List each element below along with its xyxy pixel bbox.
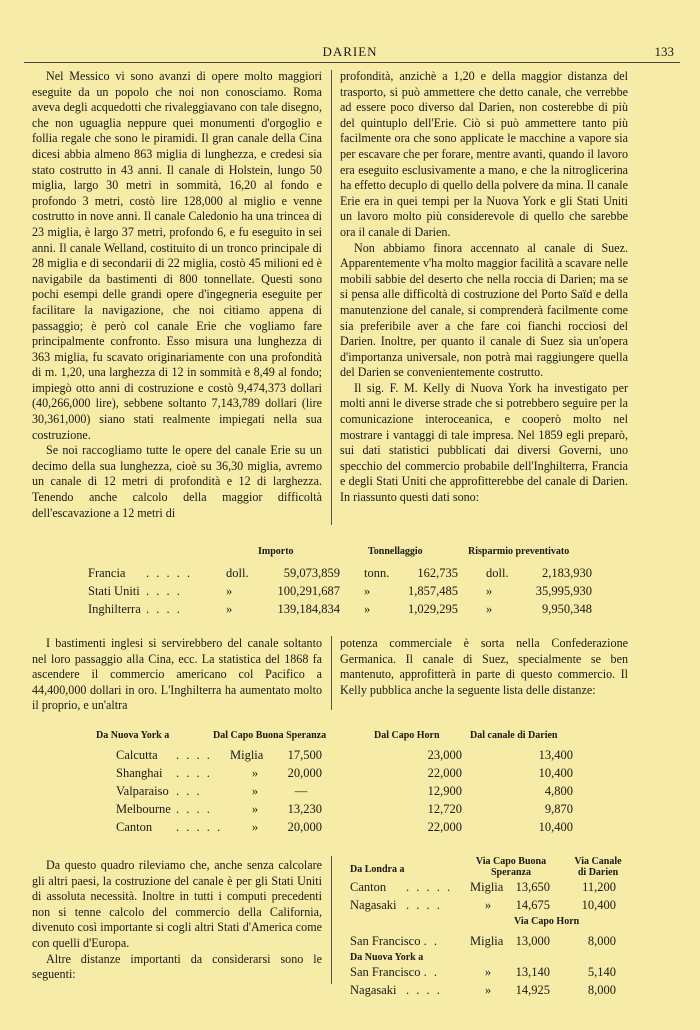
london-table-header-cbs: Via Capo Buona Speranza <box>475 856 547 878</box>
paragraph: Il sig. F. M. Kelly di Nuova York ha investigato per molti anni le diverse strade che si potrebbero seguire per la comunicazione interoceanica, e cooperò molto nel mostrare i vantaggi di tale impresa. Nel 1859 egli preparò, sui dati statistici pubblicati dai diversi Governi, uno specchio del commercio probabile dell'Inghilterra, Francia e degli Stati Uniti che approfitterebbe del canale di Darien. In riassunto questi dati sono: <box>340 380 628 505</box>
place-cell <box>350 965 470 983</box>
page-number: 133 <box>654 44 674 59</box>
capo-horn-cell: 12,720 <box>427 802 462 816</box>
tonnellaggio-cell: 1,857,485 <box>408 584 458 598</box>
mid-right-column <box>340 636 628 698</box>
unit-cell: » <box>226 602 233 616</box>
table-row <box>116 820 573 838</box>
table-row <box>350 898 616 916</box>
leader-dots: . . . . <box>146 584 182 598</box>
capo-buona-speranza-cell: 20,000 <box>287 766 322 780</box>
top-left-column <box>32 69 322 521</box>
column-header-risparmio: Risparmio preventivato <box>468 546 570 557</box>
unit-cell: » <box>484 983 492 997</box>
canale-darien-cell: 10,400 <box>538 766 573 780</box>
place-label: San Francisco <box>350 934 421 948</box>
table-row <box>350 965 616 983</box>
capo-buona-speranza-cell: 20,000 <box>287 820 322 834</box>
darien-cell: 10,400 <box>581 898 616 912</box>
capo-buona-speranza-cell: 17,500 <box>287 748 322 762</box>
leader-dots: . . . . . <box>146 566 193 580</box>
unit-cell: » <box>251 802 259 816</box>
table-row <box>350 934 616 952</box>
importo-cell: 139,184,834 <box>277 602 340 616</box>
capo-horn-cell: 22,000 <box>427 820 462 834</box>
place-cell: Nagasaki <box>350 983 397 997</box>
country-cell: Inghilterra <box>88 602 141 616</box>
leader-dots: . . . . <box>406 983 442 997</box>
unit-cell: doll. <box>226 566 249 580</box>
table-row <box>350 983 616 1001</box>
column-header-importo: Importo <box>258 546 294 557</box>
place-cell: Canton <box>116 820 153 834</box>
via-cell: 14,675 <box>515 898 550 912</box>
via-cell: 13,000 <box>515 934 550 948</box>
running-header: DARIEN <box>322 44 378 59</box>
importo-cell: 100,291,687 <box>277 584 340 598</box>
london-table-header-horn: Via Capo Horn <box>514 916 580 927</box>
paragraph: I bastimenti inglesi si servirebbero del canale soltanto nel loro passaggio alla Cina, ecc. La statistica del 1868 fa ascendere il commercio americano col Pacifico a 44,400,000 dollari in oro. L'Inghilterra ha aumentato molto il proprio, e un'altra <box>32 636 322 713</box>
unit-cell: » <box>486 602 493 616</box>
unit-cell: Miglia <box>230 748 264 762</box>
risparmio-cell: 9,950,348 <box>542 602 592 616</box>
tonnellaggio-cell: 162,735 <box>417 566 458 580</box>
importo-cell: 59,073,859 <box>283 566 340 580</box>
country-cell: Francia <box>88 566 126 580</box>
leader-dots: . . . . <box>146 602 182 616</box>
top-right-column <box>340 69 628 506</box>
london-table-header-darien: Via Canale di Darien <box>574 856 622 878</box>
header-rule <box>24 62 680 63</box>
risparmio-cell: 2,183,930 <box>542 566 592 580</box>
unit-cell: » <box>486 584 493 598</box>
unit-cell: doll. <box>486 566 509 580</box>
tonnellaggio-cell: 1,029,295 <box>408 602 458 616</box>
place-cell: Nagasaki <box>350 898 397 912</box>
column-header-tonnellaggio: Tonnellaggio <box>368 546 423 557</box>
table-row <box>350 880 616 898</box>
darien-cell: 8,000 <box>587 934 616 948</box>
unit-cell: Miglia <box>470 934 504 948</box>
table-row <box>88 602 592 620</box>
place-cell <box>350 934 470 952</box>
leader-dots: . . <box>423 934 439 948</box>
london-table-header-from: Da Londra a <box>350 864 405 875</box>
place-cell: Calcutta <box>116 748 158 762</box>
risparmio-cell: 35,995,930 <box>535 584 592 598</box>
darien-cell: 8,000 <box>587 983 616 997</box>
column-header-capo-horn: Dal Capo Horn <box>374 730 440 741</box>
column-divider <box>331 70 332 525</box>
leader-dots: . . . . . <box>406 880 453 894</box>
leader-dots: . . . . <box>406 898 442 912</box>
unit-cell: Miglia <box>470 880 504 894</box>
trade-table <box>88 566 592 620</box>
london-table-header-from-ny: Da Nuova York a <box>350 952 424 963</box>
unit-cell: » <box>251 766 259 780</box>
leader-dots: . . . . . <box>176 820 223 834</box>
unit-cell: » <box>484 898 492 912</box>
paragraph: Altre distanze importanti da considerarsi sono le seguenti: <box>32 951 322 982</box>
leader-dots: . . <box>423 965 439 979</box>
bottom-left-column <box>32 858 322 983</box>
unit-cell: » <box>226 584 233 598</box>
leader-dots: . . . . <box>176 748 212 762</box>
column-divider <box>331 636 332 710</box>
table-row <box>116 802 573 820</box>
darien-cell: 11,200 <box>582 880 616 894</box>
via-cell: 14,925 <box>515 983 550 997</box>
table-row <box>116 748 573 766</box>
canale-darien-cell: 10,400 <box>538 820 573 834</box>
paragraph: profondità, anzichè a 1,20 e della maggior distanza del trasporto, si può ammettere che detto canale, che verrebbe ad essere poco diverso dal Darien, non costerebbe di più del quintuplo dell'Erie. Ciò si può ammettere tanto più facilmente ora che sono applicate le macchine a vapore sia per escavare che per forare, mentre avanti, quando il lavoro era eseguito esclusivamente a mano, e che la nitroglicerina ha effetto decuplo di quello della polvere da mina. Il canale Erie era in quei tempi per la Nuova York e gli Stati Uniti un lavoro molto più considerevole di quello che sarebbe ora il canale di Darien. <box>340 69 628 239</box>
capo-buona-speranza-cell: — <box>294 784 308 798</box>
canale-darien-cell: 13,400 <box>538 748 573 762</box>
column-divider <box>331 856 332 984</box>
paragraph: Da questo quadro rileviamo che, anche senza calcolare gli altri paesi, la costruzione del canale è per gli Stati Uniti di assoluta necessità. Inoltre in tutti i computi precedenti non si tenne calcolo del commercio della California, divenuto così importante si cogli altri Stati d'America come con quelli d'Europa. <box>32 858 322 950</box>
via-cell: 13,140 <box>515 965 550 979</box>
paragraph: potenza commerciale è sorta nella Confederazione Germanica. Il canale di Suez, specialmente se ben mantenuto, approfitterà in parte di questo commercio. Il Kelly pubblica anche la seguente lista delle distanze: <box>340 636 628 697</box>
table-row <box>350 916 616 934</box>
leader-dots: . . . . <box>176 802 212 816</box>
table-row <box>88 584 592 602</box>
canale-darien-cell: 9,870 <box>544 802 573 816</box>
capo-horn-cell: 22,000 <box>427 766 462 780</box>
capo-horn-cell: 23,000 <box>427 748 462 762</box>
unit-cell: » <box>364 602 371 616</box>
unit-cell: » <box>251 820 259 834</box>
leader-dots: . . . . <box>176 766 212 780</box>
distance-table <box>116 748 573 838</box>
darien-cell: 5,140 <box>587 965 616 979</box>
place-cell: Valparaiso <box>116 784 169 798</box>
via-cell: 13,650 <box>515 880 550 894</box>
unit-cell: » <box>251 784 259 798</box>
table-row <box>350 952 616 965</box>
place-cell: Shanghai <box>116 766 163 780</box>
country-cell: Stati Uniti <box>88 584 140 598</box>
place-cell: Canton <box>350 880 387 894</box>
table-row <box>116 784 573 802</box>
london-distance-table <box>350 880 616 1001</box>
paragraph: Se noi raccogliamo tutte le opere del canale Erie su un decimo della sua lunghezza, cioè su 36,30 miglia, avremo un canale di 12 metri di profondità e 12 di larghezza. Tenendo anche calcolo della maggior difficoltà dell'escavazione a 12 metri di <box>32 443 322 520</box>
leader-dots: . . . <box>176 784 202 798</box>
unit-cell: tonn. <box>364 566 390 580</box>
column-header-capo-buona-speranza: Dal Capo Buona Speranza <box>213 730 327 741</box>
mid-left-column <box>32 636 322 714</box>
column-header-from-ny: Da Nuova York a <box>96 730 170 741</box>
paragraph: Nel Messico vi sono avanzi di opere molto maggiori eseguite da un popolo che noi non conosciamo. Roma aveva degli acquedotti che rivaleggiavano con tale disegno, che non uguaglia neppure quei monumenti d'orgoglio e follia regale che sono le piramidi. Il gran canale della Cina dicesi abbia almeno 863 miglia di lunghezza, e credesi sia stato costrutto in 43 anni. Il canale di Holstein, lungo 50 miglia, largo 30 metri in sommità, 16,20 al fondo e profondo 3 metri, costò lire 128,000 al miglio e venne costrutto in nove anni. Il canale Caledonio ha una trincea di 23 miglia, è largo 37 metri, profondo 6, e fu eseguito in sei anni. Il canale Welland, costituito di un tronco principale di 28 miglia e di secondarii di 22 miglia, costò 45 milioni ed è navigabile da bastimenti di 800 tonnellate. Questi sono pochi esempi delle grandi opere d'ingegneria eseguite per facilitare la navigazione, che noi citiamo appena di passaggio; è però col canale Erie che vogliamo fare principalmente confronto. Esso misura una lunghezza di 363 miglia, fu scavato originariamente con una profondità di m. 1,20, una larghezza di 12 in sommità e 8,49 al fondo; impiegò otto anni di costruzione e costò 9,474,373 dollari (40,266,000 lire), sebbene soltanto 7,143,789 dollari (lire 30,361,000) siano stati realmente impiegati nella sua costruzione. <box>32 69 322 442</box>
canale-darien-cell: 4,800 <box>544 784 573 798</box>
unit-cell: » <box>484 965 492 979</box>
capo-buona-speranza-cell: 13,230 <box>287 802 322 816</box>
capo-horn-cell: 12,900 <box>427 784 462 798</box>
column-header-canale-darien: Dal canale di Darien <box>470 730 558 741</box>
table-row <box>116 766 573 784</box>
table-row <box>88 566 592 584</box>
place-label: San Francisco <box>350 965 421 979</box>
place-cell: Melbourne <box>116 802 171 816</box>
unit-cell: » <box>364 584 371 598</box>
paragraph: Non abbiamo finora accennato al canale di Suez. Apparentemente v'ha molto maggior facilità a scavare nelle mobili sabbie del deserto che nella roccia di Darien; ma se si pensa alle difficoltà di costruzione del Porto Saïd e della manutenzione del canale, si comprenderà facilmente come sia preferibile aver a che fare coi fianchi rocciosi del Darien. Inoltre, per quanto il canale di Suez sia un'opera d'importanza universale, non potrà mai raggiungere quella del Darien se convenientemente costrutto. <box>340 240 628 380</box>
